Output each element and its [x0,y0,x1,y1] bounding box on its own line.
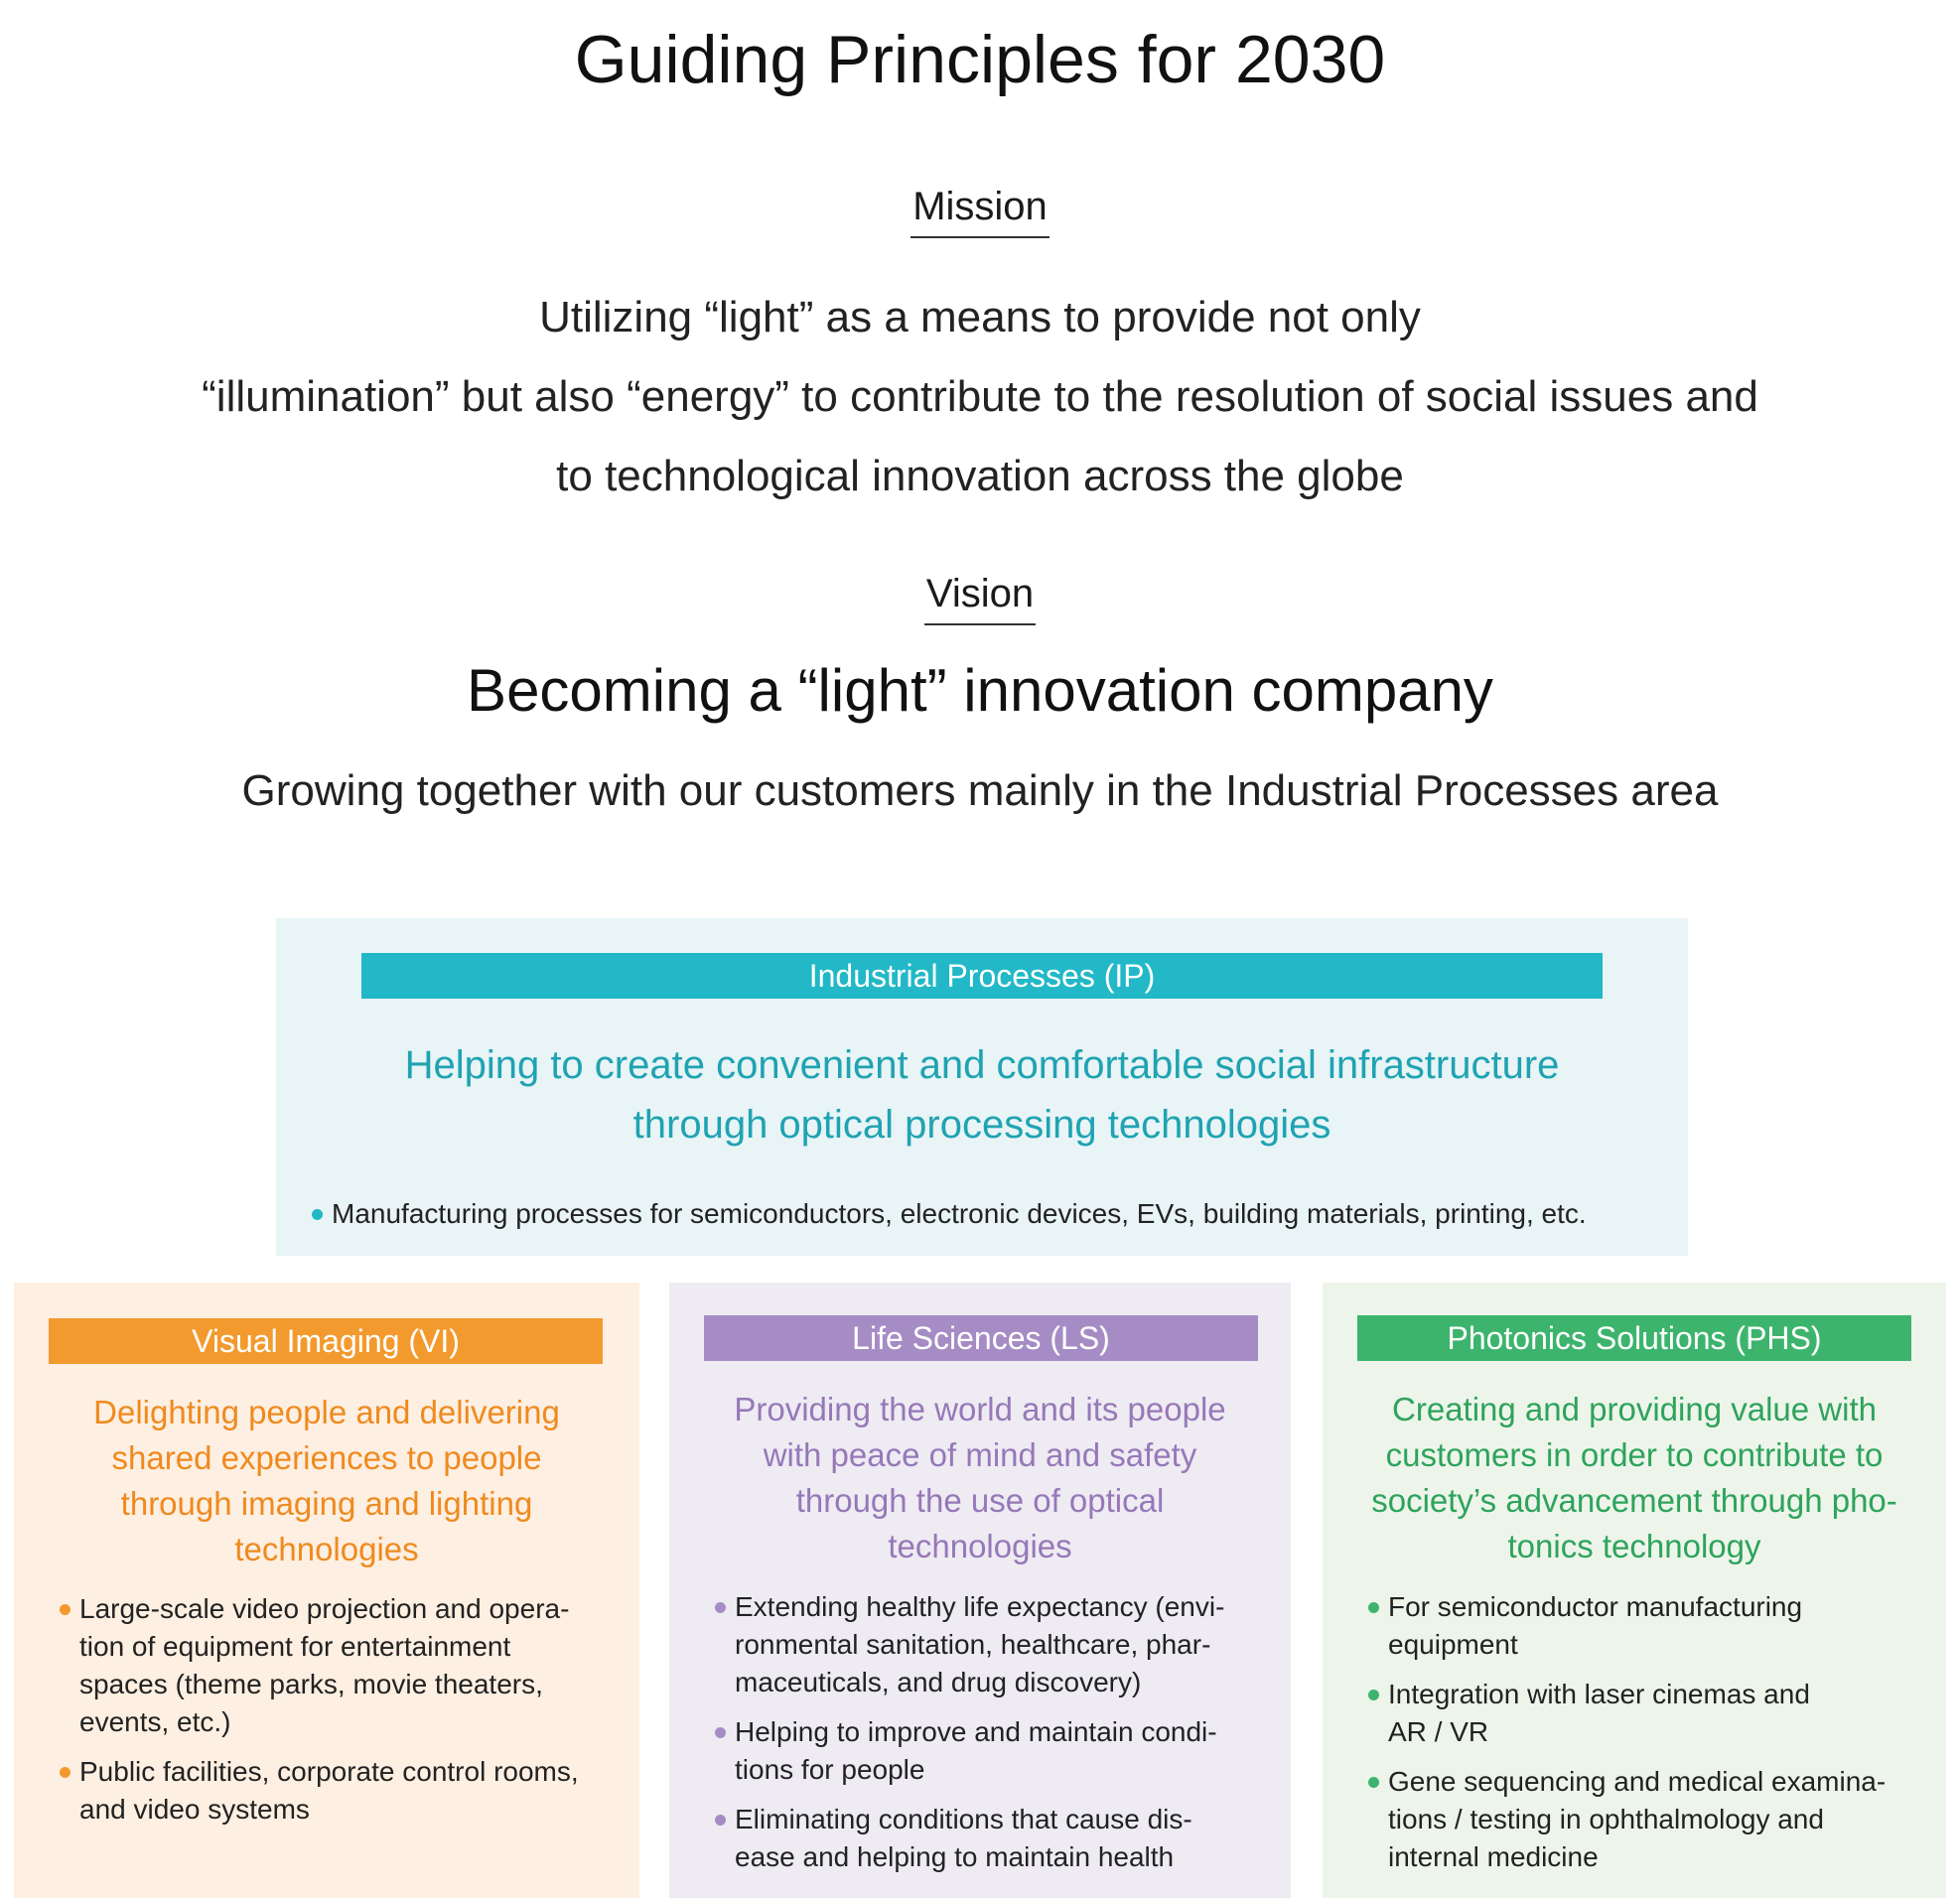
vision-label: Vision [924,568,1036,625]
vi-goal-line: through imaging and lighting [120,1485,533,1522]
bullet-line: and video systems [79,1794,310,1825]
mission-line: Utilizing “light” as a means to provide not only [539,293,1421,341]
list-item [713,1713,1289,1789]
bullet-line: Large-scale video projection and opera- [79,1593,570,1624]
list-item [1366,1676,1942,1751]
vi-goal-line: technologies [234,1531,419,1567]
bullet-dot [1368,1777,1379,1788]
page-title: Guiding Principles for 2030 [574,22,1386,97]
phs-goal-line: society’s advancement through pho- [1371,1482,1897,1519]
bullet-line: equipment [1388,1629,1518,1660]
list-item [1366,1588,1942,1664]
bullet-line: AR / VR [1388,1716,1489,1747]
ls-goal-line: technologies [888,1528,1072,1564]
mission-statement [0,278,1960,516]
bullet-dot [715,1815,726,1826]
mission-line: to technological innovation across the globe [556,452,1404,500]
vision-label-wrap [0,568,1960,625]
vision-subline: Growing together with our customers mainly in the Industrial Processes area [241,766,1719,815]
bullet-line: Eliminating conditions that cause dis- [735,1804,1192,1834]
list-item [713,1801,1289,1876]
bullet-line: tions for people [735,1754,925,1785]
bullet-line: Public facilities, corporate control rooms, [79,1756,579,1787]
vi-panel [14,1283,639,1898]
list-item [58,1590,633,1741]
phs-goal-line: customers in order to contribute to [1385,1436,1884,1473]
bullet-dot [1368,1690,1379,1700]
list-item [58,1753,633,1829]
vi-goal-line: Delighting people and delivering [93,1394,560,1430]
vision-headline: Becoming a “light” innovation company [467,657,1493,724]
mission-line: “illumination” but also “energy” to contribute to the resolution of social issues and [202,372,1758,421]
ip-goal-line: Helping to create convenient and comfortable social infrastructure [404,1043,1560,1087]
bullet-dot [60,1604,70,1615]
ls-panel [669,1283,1291,1898]
bullet-line: tions / testing in ophthalmology and [1388,1804,1824,1834]
vi-name-bar: Visual Imaging (VI) [49,1318,603,1364]
bullet-line: maceuticals, and drug discovery) [735,1667,1142,1697]
vi-goal-line: shared experiences to people [111,1439,542,1476]
ip-panel [276,918,1688,1256]
mission-label: Mission [910,181,1050,238]
bullet-dot [60,1767,70,1778]
ls-goal-line: Providing the world and its people [734,1391,1226,1427]
vi-bullet-list [58,1590,633,1840]
bullet-line: spaces (theme parks, movie theaters, [79,1669,543,1699]
bullet-line: For semiconductor manufacturing [1388,1591,1803,1622]
ip-goal [276,1035,1688,1154]
list-item [713,1588,1289,1701]
ls-goal-line: with peace of mind and safety [763,1436,1197,1473]
bullet-line: Gene sequencing and medical examina- [1388,1766,1887,1797]
bullet-line: events, etc.) [79,1706,231,1737]
bullet-line: internal medicine [1388,1841,1599,1872]
ip-bullet-list [310,1195,1680,1245]
list-item [310,1195,1680,1233]
bullet-dot [715,1602,726,1613]
bullet-line: ronmental sanitation, healthcare, phar- [735,1629,1211,1660]
ls-goal [669,1387,1291,1569]
bullet-dot [1368,1602,1379,1613]
phs-panel [1323,1283,1946,1898]
mission-label-wrap [0,181,1960,238]
phs-name-bar: Photonics Solutions (PHS) [1357,1315,1911,1361]
bullet-line: Extending healthy life expectancy (envi- [735,1591,1225,1622]
bullet-dot [312,1209,323,1220]
ls-goal-line: through the use of optical [795,1482,1165,1519]
bullet-dot [715,1727,726,1738]
bullet-line: ease and helping to maintain health [735,1841,1175,1872]
bullet-text: Manufacturing processes for semiconductors, electronic devices, EVs, building materials, printing, etc. [332,1198,1587,1229]
bullet-line: Integration with laser cinemas and [1388,1679,1810,1709]
bullet-line: Helping to improve and maintain condi- [735,1716,1217,1747]
bullet-line: tion of equipment for entertainment [79,1631,511,1662]
ip-goal-line: through optical processing technologies [632,1103,1331,1147]
ls-name-bar: Life Sciences (LS) [704,1315,1258,1361]
phs-goal [1323,1387,1946,1569]
phs-goal-line: tonics technology [1507,1528,1761,1564]
vi-goal [14,1390,639,1572]
ls-bullet-list [713,1588,1289,1888]
ip-name-bar: Industrial Processes (IP) [361,953,1603,999]
list-item [1366,1763,1942,1876]
phs-bullet-list [1366,1588,1942,1888]
phs-goal-line: Creating and providing value with [1392,1391,1877,1427]
